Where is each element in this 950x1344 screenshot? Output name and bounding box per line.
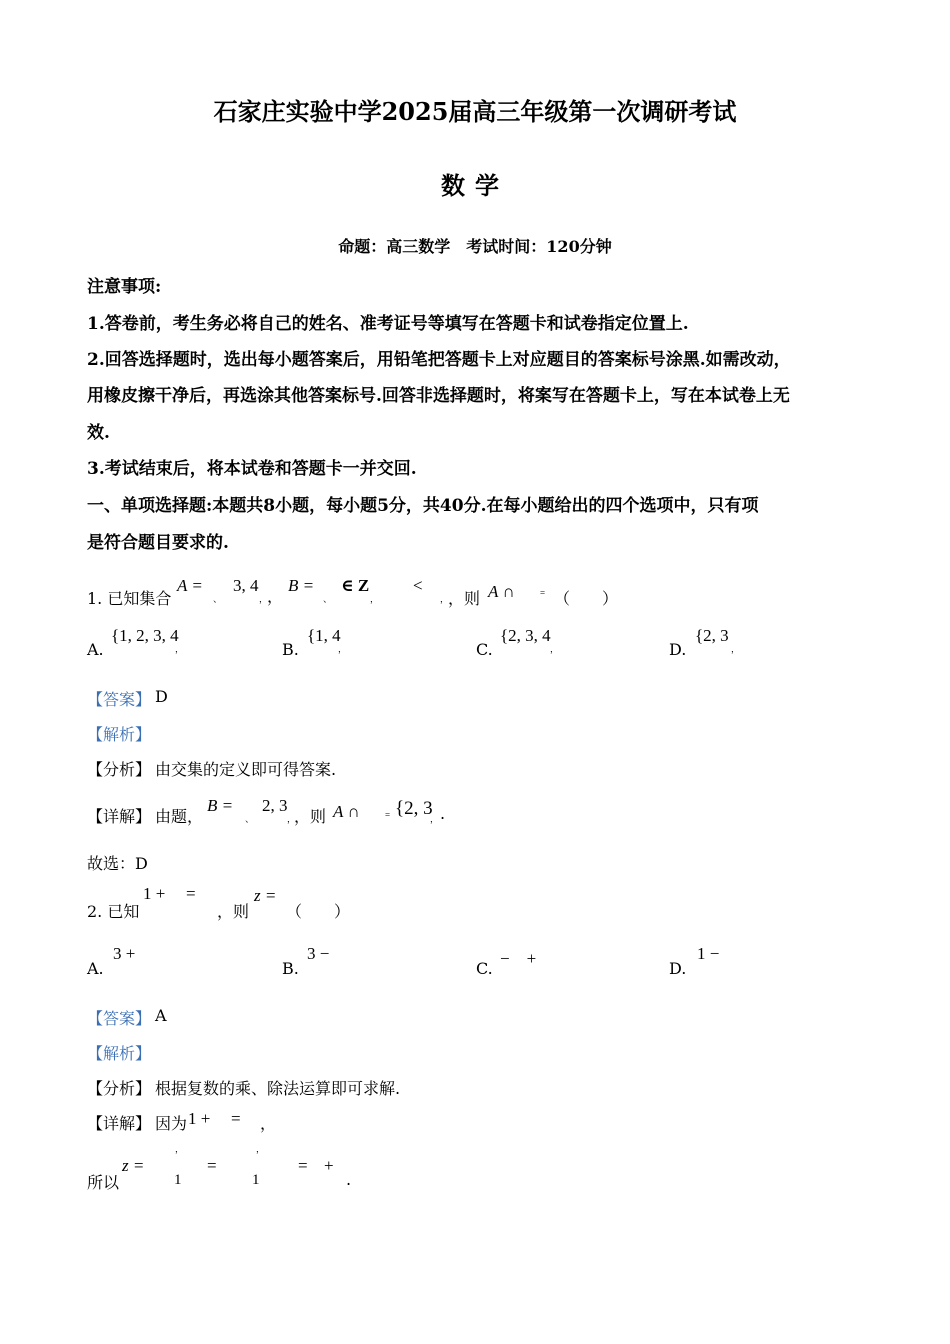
q1-set-b-close: ， <box>440 594 450 604</box>
q1-then: ，则 <box>448 589 481 608</box>
q2-so-frac1-top: ， <box>175 1144 185 1154</box>
q2-so-z: z = <box>122 1156 145 1175</box>
q2-so-result: + <box>324 1156 334 1175</box>
q1-equals: = <box>540 588 546 598</box>
note-1: 1.答卷前，考生务必将自己的姓名、准考证号等填写在答题卡和试卷指定位置上. <box>87 314 689 334</box>
q2-answer-tag: 【答案】 <box>87 1009 152 1028</box>
q2-detail-comma: ， <box>260 1114 277 1133</box>
q2-option-b-value: 3 − <box>307 944 330 963</box>
q1-option-d-value: {2, 3 <box>695 626 729 645</box>
q1-option-c-tail: ， <box>550 644 560 654</box>
q1-set-a-values: 3, 4 <box>233 576 259 595</box>
q1-set-a-close: ， <box>259 594 269 604</box>
q1-intersection: A ∩ <box>488 582 515 601</box>
q2-detail-expr-eq: = <box>231 1109 241 1128</box>
notes-heading: 注意事项: <box>87 277 162 297</box>
q2-so-frac2-top: ， <box>256 1144 266 1154</box>
q2-analysis-tag: 【解析】 <box>87 1044 152 1063</box>
q1-fenxi-text: 由交集的定义即可得答案. <box>155 760 337 779</box>
q1-option-c-value: {2, 3, 4 <box>500 626 551 645</box>
q2-option-c-label: C. <box>476 959 493 978</box>
q2-so-end: . <box>346 1170 352 1189</box>
q1-detail-b-close: ， <box>287 814 297 824</box>
q1-answer-tag: 【答案】 <box>87 690 152 709</box>
q1-detail-end: . <box>440 804 446 823</box>
q1-detail-result-close: ， <box>430 814 440 824</box>
q2-option-a-label: A. <box>87 959 104 978</box>
q2-option-a-value: 3 + <box>113 944 136 963</box>
q1-option-b-value: {1, 4 <box>307 626 341 645</box>
q1-detail-b-frag: 、 <box>245 814 255 824</box>
q1-set-b-frag: 、 <box>323 594 333 604</box>
q1-option-a-tail: ， <box>175 644 185 654</box>
q1-set-a-label: A = <box>177 576 203 595</box>
q1-conclusion: 故选：D <box>87 854 148 873</box>
q1-paren: （ ） <box>554 589 619 608</box>
q1-option-b-label: B. <box>282 640 299 659</box>
section-1-heading: 一、单项选择题:本题共8小题，每小题5分，共40分.在每小题给出的四个选项中，只有项 <box>87 496 759 516</box>
q1-option-a-value: {1, 2, 3, 4 <box>111 626 179 645</box>
q2-answer-value: A <box>155 1006 167 1025</box>
q2-z-eq: z = <box>254 886 277 905</box>
q1-detail-b: B = <box>207 796 234 815</box>
q2-so-eq2: = <box>207 1156 217 1175</box>
q1-option-d-label: D. <box>669 640 687 659</box>
q2-stem-prefix: 2. 已知 <box>87 902 140 921</box>
q2-option-d-label: D. <box>669 959 687 978</box>
q1-option-c-label: C. <box>476 640 493 659</box>
note-3: 3.考试结束后，将本试卷和答题卡一并交回. <box>87 459 417 479</box>
q1-detail-tag: 【详解】 <box>87 807 152 826</box>
q1-option-b-tail: ， <box>338 644 348 654</box>
q1-comma: ， <box>267 587 284 606</box>
q1-set-b-frag2: ， <box>370 594 380 604</box>
q1-detail-b-values: 2, 3 <box>262 796 288 815</box>
note-2-line-2: 用橡皮擦干净后，再选涂其他答案标号.回答非选择题时，将案写在答题卡上，写在本试卷上无 <box>87 386 790 406</box>
q1-option-a-label: A. <box>87 640 104 659</box>
q2-expr-left: 1 + <box>143 884 166 903</box>
q2-then: ，则 <box>217 902 250 921</box>
exam-meta: 命题：高三数学 考试时间：120分钟 <box>338 237 612 256</box>
q1-stem-prefix: 1. 已知集合 <box>87 589 172 608</box>
q2-paren: （ ） <box>286 902 351 921</box>
q2-so-eq3: = <box>298 1156 308 1175</box>
q2-expr-eq: = <box>186 884 196 903</box>
q2-detail-expr-left: 1 + <box>188 1109 211 1128</box>
q2-detail-tag: 【详解】 <box>87 1114 152 1133</box>
section-1-heading-cont: 是符合题目要求的. <box>87 533 229 553</box>
q1-detail-intersection: A ∩ <box>333 802 360 821</box>
q2-option-d-value: 1 − <box>697 944 720 963</box>
q1-option-d-tail: ， <box>731 644 741 654</box>
subject-title: 数学 <box>441 171 509 200</box>
q1-detail-result: {2, 3 <box>395 798 433 819</box>
q2-so-frac2-bottom: 1 <box>252 1172 260 1188</box>
q1-detail-equals: = <box>385 810 391 820</box>
q1-analysis-tag: 【解析】 <box>87 725 152 744</box>
q2-detail-prefix: 因为 <box>155 1114 188 1133</box>
q1-answer-value: D <box>155 687 168 706</box>
q2-option-b-label: B. <box>282 959 299 978</box>
q2-option-c-value: − + <box>500 949 537 968</box>
q2-fenxi-tag: 【分析】 <box>87 1079 152 1098</box>
q1-set-a-frag: 、 <box>213 594 223 604</box>
q1-detail-prefix: 由题， <box>155 807 204 826</box>
q1-fenxi-tag: 【分析】 <box>87 760 152 779</box>
exam-title: 石家庄实验中学2025届高三年级第一次调研考试 <box>213 97 737 126</box>
note-2-line-1: 2.回答选择题时，选出每小题答案后，用铅笔把答题卡上对应题目的答案标号涂黑.如需改动， <box>87 350 791 370</box>
q1-set-b-label: B = <box>288 576 315 595</box>
q2-so-frac1-bottom: 1 <box>174 1172 182 1188</box>
q2-fenxi-text: 根据复数的乘、除法运算即可求解. <box>155 1079 401 1098</box>
q1-set-b-lt: < <box>413 576 423 595</box>
q2-so-label: 所以 <box>87 1173 120 1192</box>
note-2-line-3: 效. <box>87 423 110 443</box>
q1-set-b-in: ∈ Z <box>341 576 370 595</box>
q1-detail-then: ，则 <box>294 807 327 826</box>
